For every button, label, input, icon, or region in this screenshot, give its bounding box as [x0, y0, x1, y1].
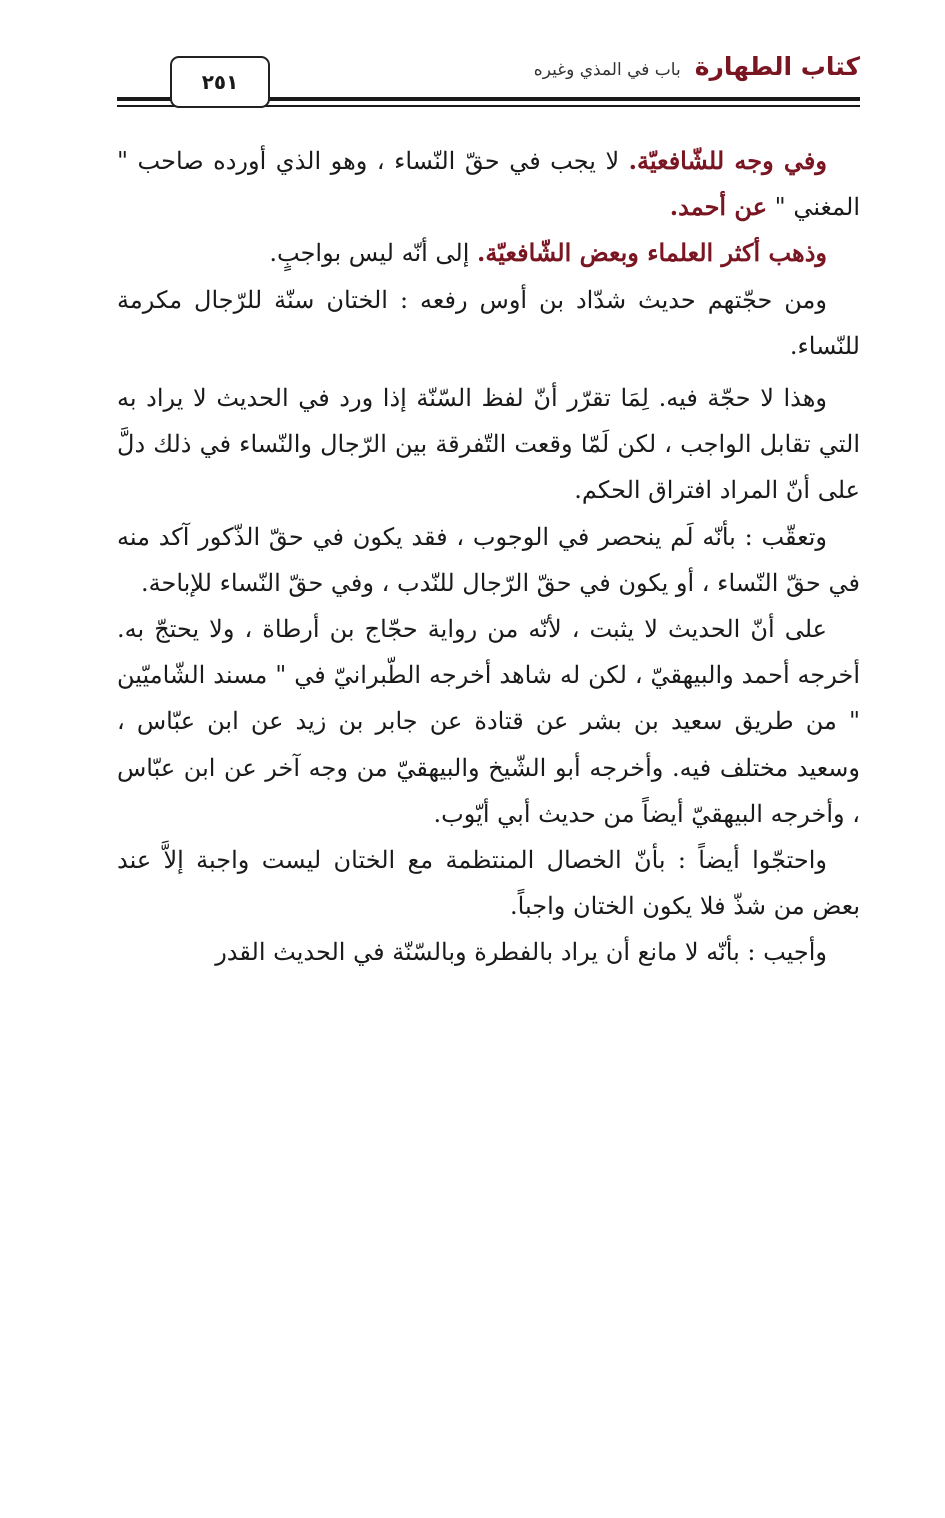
page-body	[117, 138, 860, 976]
book-title: كتاب الطهارة	[694, 52, 860, 81]
paragraph	[117, 230, 860, 276]
body-text: إلى أنّه ليس بواجبٍ.	[269, 239, 478, 268]
highlighted-text: وذهب أكثر العلماء وبعض الشّافعيّة.	[477, 238, 827, 268]
paragraph	[117, 606, 860, 837]
page-number: ٢٥١	[170, 56, 270, 108]
body-text: وهذا لا حجّة فيه. لِمَا تقرّر أنّ لفظ السّنّة إذا ورد في الحديث لا يراد به التي تقابل الواجب ، لكن لَمّا وقعت التّفرقة بين الرّجال والنّساء في ذلك دلَّ على أنّ المراد افتراق الحكم.	[117, 384, 860, 505]
running-head	[534, 52, 860, 81]
paragraph	[117, 375, 860, 514]
paragraph	[117, 837, 860, 929]
highlighted-text: عن أحمد.	[669, 192, 768, 222]
body-text: واحتجّوا أيضاً : بأنّ الخصال المنتظمة مع الختان ليست واجبة إلاَّ عند بعض من شذّ فلا يكون الختان واجباً.	[117, 846, 860, 921]
page-header	[117, 44, 860, 114]
body-text: وأجيب : بأنّه لا مانع أن يراد بالفطرة وبالسّنّة في الحديث القدر	[215, 938, 827, 967]
chapter-title: باب في المذي وغيره	[533, 60, 681, 80]
paragraph	[117, 138, 860, 230]
highlighted-text: وفي وجه للشّافعيّة.	[628, 146, 827, 175]
body-text: وتعقّب : بأنّه لَم ينحصر في الوجوب ، فقد يكون في حقّ الذّكور آكد منه في حقّ النّساء ، أو يكون في حقّ الرّجال للنّدب ، وفي حقّ النّساء للإباحة.	[117, 522, 860, 597]
body-text: لا يجب في حقّ النّساء ، وهو الذي أورده صاحب " المغني "	[117, 147, 860, 222]
paragraph	[117, 277, 860, 369]
paragraph	[117, 929, 860, 975]
body-text: ومن حجّتهم حديث شدّاد بن أوس رفعه : الختان سنّة للرّجال مكرمة للنّساء.	[117, 285, 860, 360]
paragraph	[117, 514, 860, 606]
body-text: على أنّ الحديث لا يثبت ، لأنّه من رواية حجّاج بن أرطاة ، ولا يحتجّ به. أخرجه أحمد والبيهقيّ ، لكن له شاهد أخرجه الطّبرانيّ في " مسند الشّاميّين " من طريق سعيد بن بشر عن قتادة عن جابر بن زيد عن ابن عبّاس ، وسعيد مختلف فيه. وأخرجه أبو الشّيخ والبيهقيّ من وجه آخر عن ابن عبّاس ، وأخرجه البيهقيّ أيضاً من حديث أبي أيّوب.	[117, 615, 860, 828]
